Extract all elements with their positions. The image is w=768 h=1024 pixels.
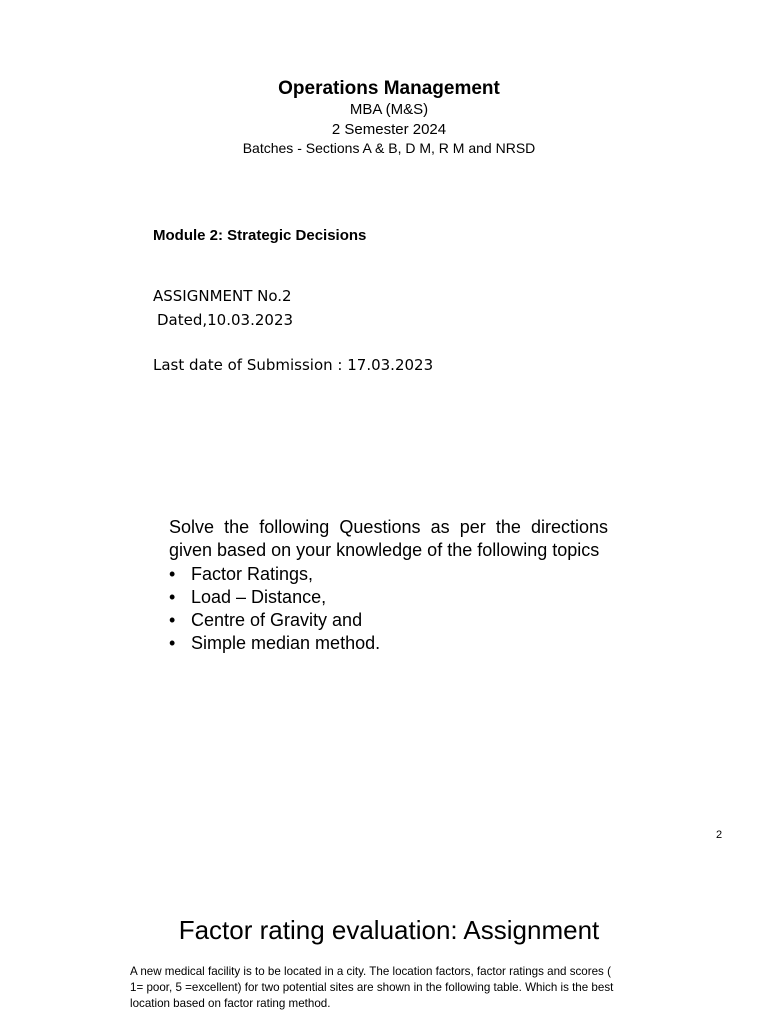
submission-deadline: Last date of Submission : 17.03.2023 (153, 356, 434, 374)
topic-item: • Simple median method. (169, 632, 608, 655)
semester-label: 2 Semester 2024 (331, 121, 447, 138)
topic-item: • Load – Distance, (169, 586, 608, 609)
page-number: 2 (716, 829, 723, 841)
topic-item: • Factor Ratings, (169, 563, 608, 586)
slide-title: Factor rating evaluation: Assignment (178, 915, 600, 945)
topic-item: • Centre of Gravity and (169, 609, 608, 632)
assignment-date: Dated,10.03.2023 (157, 311, 294, 329)
instructions-block (169, 516, 608, 656)
assignment-title: ASSIGNMENT No.2 (153, 287, 292, 305)
problem-statement: A new medical facility is to be located in a city. The location factors, factor ratings and scores ( 1= poor, 5 =excellent) for two potential sites are shown in the following table. Which is the best location based on factor rating method. (130, 965, 614, 1010)
module-title: Module 2: Strategic Decisions (153, 227, 367, 244)
program-name: MBA (M&S) (349, 101, 429, 118)
instructions-intro: Solve the following Questions as per the directions given based on your knowledge of the following topics (169, 517, 608, 561)
topic-list (169, 563, 608, 656)
batches-label: Batches - Sections A & B, D M, R M and NRSD (242, 140, 536, 156)
course-title: Operations Management (278, 78, 500, 99)
